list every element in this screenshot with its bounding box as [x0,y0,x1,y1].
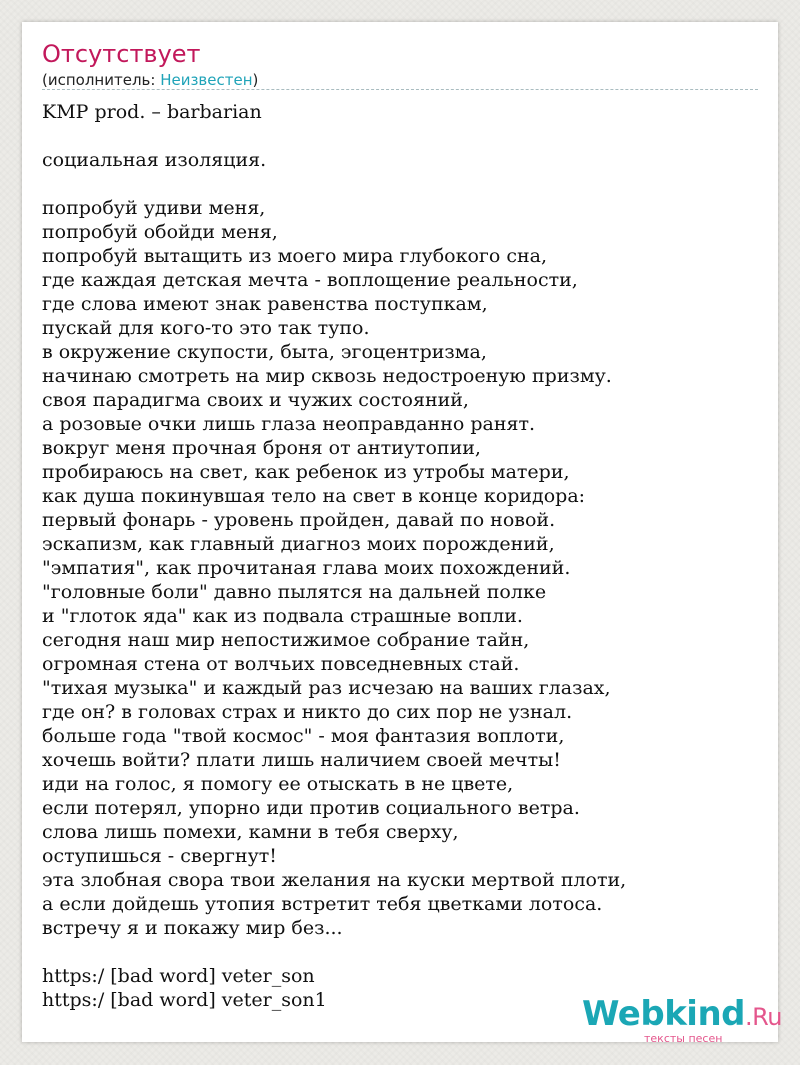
lyrics-line: KMP prod. – barbarian [42,101,262,123]
lyrics-line: где слова имеют знак равенства поступкам, [42,293,488,315]
lyrics-line: сегодня наш мир непостижимое собрание тайн, [42,629,530,651]
artist-link[interactable]: Неизвестен [160,71,253,89]
lyrics-line: оступишься - свергнут! [42,845,277,867]
lyrics-line: попробуй вытащить из моего мира глубокого сна, [42,245,548,267]
lyrics-line: первый фонарь - уровень пройден, давай по новой. [42,509,556,531]
logo-name: Webkind [582,994,745,1034]
lyrics-line: а розовые очки лишь глаза неоправданно ранят. [42,413,536,435]
logo-tagline: тексты песен [644,1032,723,1045]
lyrics-line: огромная стена от волчьих повседневных стай. [42,653,520,675]
artist-prefix: (исполнитель: [42,71,161,89]
lyrics-line: вокруг меня прочная броня от антиутопии, [42,437,481,459]
lyrics-line: хочешь войти? плати лишь наличием своей мечты! [42,749,561,771]
lyrics-line [42,940,758,964]
lyrics-line: социальная изоляция. [42,149,267,171]
lyrics-line: иди на голос, я помогу ее отыскать в не цвете, [42,773,514,795]
lyrics-line: попробуй удиви меня, [42,197,266,219]
lyrics-line: своя парадигма своих и чужих состояний, [42,389,469,411]
lyrics-line: пускай для кого-то это так тупо. [42,317,370,339]
song-title: Отсутствует [42,40,201,68]
artist-suffix: ) [252,71,259,89]
lyrics-line: https:/ [bad word] veter_son [42,965,315,987]
lyrics-line: встречу я и покажу мир без... [42,917,343,939]
lyrics-line: где он? в головах страх и никто до сих пор не узнал. [42,701,573,723]
lyrics-line: если потерял, упорно иди против социального ветра. [42,797,580,819]
lyrics-line [42,172,758,196]
lyrics-line: как душа покинувшая тело на свет в конце коридора: [42,485,586,507]
lyrics-line: "эмпатия", как прочитаная глава моих похождений. [42,557,571,579]
lyrics-card [22,22,782,1045]
lyrics-line: и "глоток яда" как из подвала страшные вопли. [42,605,523,627]
lyrics-line: эта злобная свора твои желания на куски мертвой плоти, [42,869,627,891]
lyrics-line: начинаю смотреть на мир сквозь недостроеную призму. [42,365,612,387]
artist-line [42,71,258,89]
lyrics-line: а если дойдешь утопия встретит тебя цветками лотоса. [42,893,603,915]
lyrics-line: эскапизм, как главный диагноз моих порождений, [42,533,555,555]
logo-tld: .Ru [745,1003,782,1031]
lyrics-line: "тихая музыка" и каждый раз исчезаю на ваших глазах, [42,677,611,699]
lyrics-line: в окружение скупости, быта, эгоцентризма, [42,341,487,363]
lyrics-line [42,124,758,148]
lyrics-line: пробираюсь на свет, как ребенок из утробы матери, [42,461,570,483]
lyrics-text [42,100,758,1012]
title-divider [42,89,758,90]
lyrics-line: больше года "твой космос" - моя фантазия воплоти, [42,725,565,747]
lyrics-line: слова лишь помехи, камни в тебя сверху, [42,821,459,843]
lyrics-line: https:/ [bad word] veter_son1 [42,989,327,1011]
lyrics-line: где каждая детская мечта - воплощение реальности, [42,269,578,291]
lyrics-line: "головные боли" давно пылятся на дальней полке [42,581,547,603]
site-logo[interactable] [582,994,782,1044]
lyrics-line: попробуй обойди меня, [42,221,278,243]
logo-wordmark [582,994,782,1034]
